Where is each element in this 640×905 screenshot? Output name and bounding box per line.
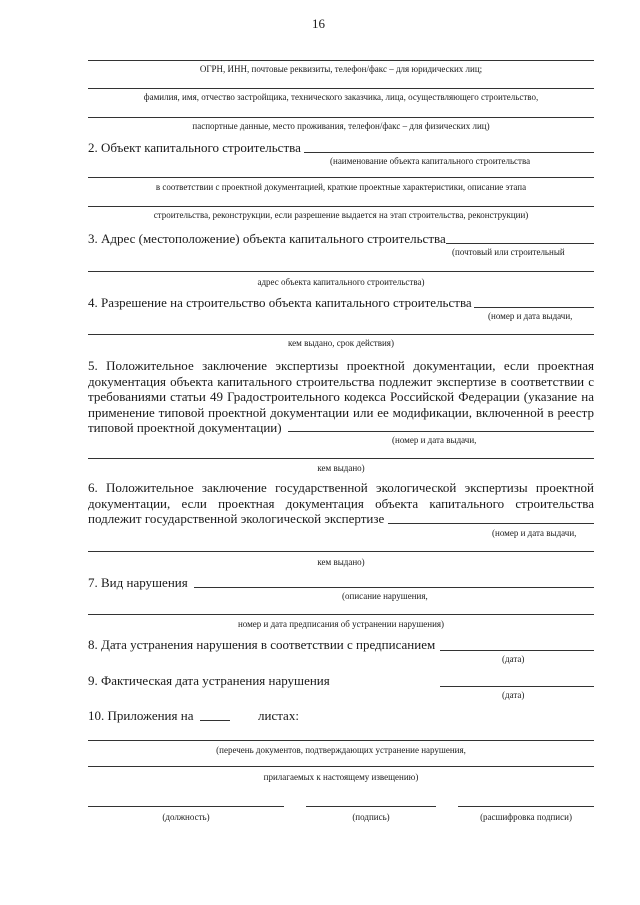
ecology-paragraph bbox=[88, 480, 594, 527]
expertise-line-3: требованиями статьи 49 Градостроительного кодекса Российской Федерации (указание на bbox=[88, 389, 594, 404]
address-caption-1: (почтовый или строительный bbox=[452, 247, 565, 257]
address-field-line-2[interactable] bbox=[88, 271, 594, 272]
address-caption-2: адрес объекта капитального строительства) bbox=[257, 277, 425, 287]
object-field-line-2[interactable] bbox=[88, 177, 594, 178]
ecology-line-1: 6. Положительное заключение государственной экологической экспертизы проектной bbox=[88, 480, 594, 495]
ecology-field-line-2[interactable] bbox=[88, 551, 594, 552]
attachments-sheets-field[interactable] bbox=[200, 720, 230, 721]
object-label: 2. Объект капитального строительства bbox=[88, 140, 301, 155]
attachments-field-line-2[interactable] bbox=[88, 766, 594, 767]
applicant-legal-caption: ОГРН, ИНН, почтовые реквизиты, телефон/факс – для юридических лиц; bbox=[199, 64, 483, 74]
permit-field-line[interactable] bbox=[474, 307, 594, 308]
signature-caption: (подпись) bbox=[352, 812, 390, 822]
ecology-field-line[interactable] bbox=[388, 523, 594, 524]
object-field-line-3[interactable] bbox=[88, 206, 594, 207]
applicant-name-caption: фамилия, имя, отчество застройщика, технического заказчика, лица, осуществляющего строительство, bbox=[143, 92, 539, 102]
expertise-line-2: документация объекта капитального строительства подлежит экспертизе в соответствии с bbox=[88, 373, 594, 389]
ecology-caption-1: (номер и дата выдачи, bbox=[492, 528, 577, 538]
decoding-caption: (расшифровка подписи) bbox=[480, 812, 572, 822]
object-caption-1: (наименование объекта капитального строительства bbox=[330, 156, 531, 166]
applicant-line-3[interactable] bbox=[88, 117, 594, 118]
page-number: 16 bbox=[312, 16, 325, 31]
decoding-field-line[interactable] bbox=[458, 806, 594, 807]
attachments-caption-2: прилагаемых к настоящему извещению) bbox=[263, 772, 419, 782]
violation-field-line[interactable] bbox=[194, 587, 594, 588]
object-caption-2: в соответствии с проектной документацией, краткие проектные характеристики, описание этапа bbox=[155, 182, 527, 192]
violation-caption-2: номер и дата предписания об устранении нарушения) bbox=[237, 619, 445, 629]
object-caption-3: строительства, реконструкции, если разрешение выдается на этап строительства, реконструкции) bbox=[153, 210, 529, 220]
actual-date-caption: (дата) bbox=[502, 690, 525, 700]
attachments-label-prefix: 10. Приложения на bbox=[88, 708, 194, 723]
violation-label: 7. Вид нарушения bbox=[88, 575, 188, 590]
expertise-line-5: типовой проектной документации) bbox=[88, 420, 282, 435]
expertise-paragraph bbox=[88, 358, 594, 436]
expertise-caption-1: (номер и дата выдачи, bbox=[392, 435, 477, 445]
attachments-caption-1: (перечень документов, подтверждающих устранение нарушения, bbox=[216, 745, 466, 755]
object-field-line[interactable] bbox=[304, 152, 594, 153]
expertise-line-1: 5. Положительное заключение экспертизы проектной документации, если проектная bbox=[88, 358, 594, 373]
attachments-label-suffix: листах: bbox=[258, 708, 299, 723]
address-field-line[interactable] bbox=[446, 243, 594, 244]
violation-field-line-2[interactable] bbox=[88, 614, 594, 615]
due-date-field-line[interactable] bbox=[440, 650, 594, 651]
due-date-label: 8. Дата устранения нарушения в соответствии с предписанием bbox=[88, 637, 436, 652]
expertise-caption-2: кем выдано) bbox=[317, 463, 365, 473]
position-caption: (должность) bbox=[162, 812, 210, 822]
attachments-field-line[interactable] bbox=[88, 740, 594, 741]
applicant-line-2[interactable] bbox=[88, 88, 594, 89]
position-field-line[interactable] bbox=[88, 806, 284, 807]
permit-caption-1: (номер и дата выдачи, bbox=[488, 311, 573, 321]
violation-caption-1: (описание нарушения, bbox=[342, 591, 428, 601]
signature-field-line[interactable] bbox=[306, 806, 436, 807]
due-date-caption: (дата) bbox=[502, 654, 525, 664]
expertise-field-line[interactable] bbox=[288, 431, 594, 432]
applicant-line-1[interactable] bbox=[88, 60, 594, 61]
ecology-line-2: документации, если проектная документация объекта капитального строительства bbox=[88, 495, 594, 511]
actual-date-label: 9. Фактическая дата устранения нарушения bbox=[88, 673, 330, 688]
actual-date-field-line[interactable] bbox=[440, 686, 594, 687]
expertise-field-line-2[interactable] bbox=[88, 458, 594, 459]
address-label: 3. Адрес (местоположение) объекта капитального строительства bbox=[88, 231, 446, 246]
applicant-passport-caption: паспортные данные, место проживания, телефон/факс – для физических лиц) bbox=[192, 121, 490, 131]
permit-label: 4. Разрешение на строительство объекта капитального строительства bbox=[88, 295, 472, 310]
expertise-line-4: применение типовой проектной документации или ее модификации, включенной в реестр bbox=[88, 404, 594, 420]
permit-caption-2: кем выдано, срок действия) bbox=[288, 338, 394, 348]
permit-field-line-2[interactable] bbox=[88, 334, 594, 335]
ecology-caption-2: кем выдано) bbox=[317, 557, 365, 567]
ecology-line-3: подлежит государственной экологической экспертизе bbox=[88, 511, 385, 526]
